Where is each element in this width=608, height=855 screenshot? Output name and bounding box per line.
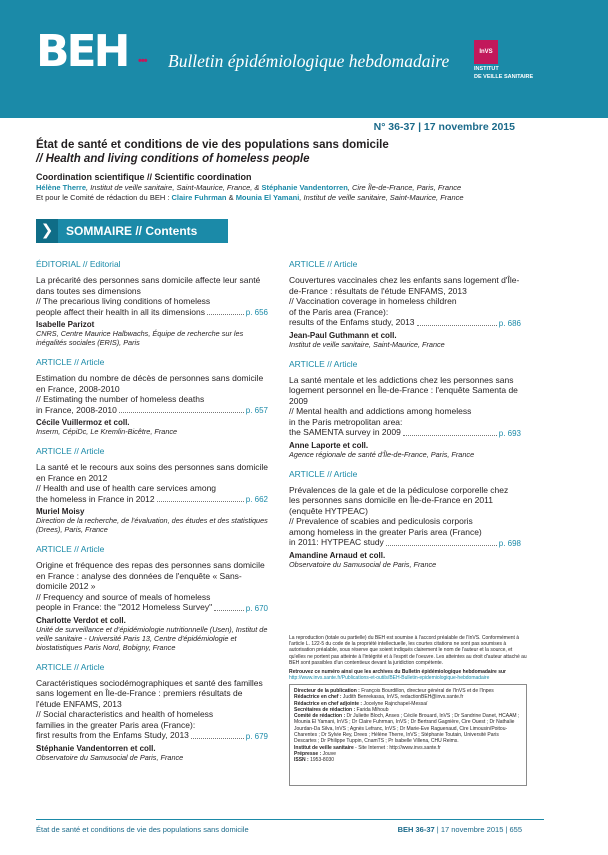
coordination-line-1	[36, 183, 461, 192]
article-title-fr: La précarité des personnes sans domicile affecte leur santé dans toutes ses dimensions	[36, 275, 261, 296]
page-link[interactable]: p. 657	[245, 406, 268, 415]
article-author: Cécile Vuillermoz et coll.	[36, 418, 130, 427]
leader-dots	[207, 314, 244, 315]
footer-page-info	[398, 825, 522, 834]
credit-value: Jocelyne Rajnchapel-Messaï	[362, 700, 428, 707]
article-type: ARTICLE // Article	[36, 446, 105, 456]
article-title-en: // Health and use of health care services among	[36, 483, 217, 493]
article-affiliation: Unité de surveillance et d'épidémiologie nutritionnelle (Usen), Institut de veille sanitaire - Université Paris 13, Centre d'épidémiologie et biostatistiques Paris Nord, Bobigny, France	[36, 624, 268, 652]
toc-entry	[36, 357, 268, 436]
issue-title-en: // Health and living conditions of homeless people	[36, 153, 310, 165]
issue-number: N° 36-37 | 17 novembre 2015	[373, 121, 515, 133]
article-title-en: // Prevalence of scabies and pediculosis corporis	[289, 516, 473, 526]
article-title-en: // Mental health and addictions among homeless	[289, 406, 472, 416]
credit-label: ISSN :	[294, 757, 309, 764]
logo-dots: •••	[138, 55, 147, 67]
article-title-fr: La santé et le recours aux soins des personnes sans domicile en France en 2012	[36, 462, 268, 483]
coordination-segment: , Cire Île-de-France, Paris, France	[347, 183, 462, 192]
credit-value: 1953-8030	[308, 757, 335, 764]
credit-line	[294, 713, 522, 744]
archive-label: Retrouvez ce numéro ainsi que les archives du Bulletin épidémiologique hebdomadaire sur	[289, 669, 506, 676]
legal-notice	[289, 635, 527, 681]
coordination-segment: Hélène Therre	[36, 183, 87, 192]
article-title-en: // Social characteristics and health of homeless	[36, 709, 214, 719]
invs-name-1: INSTITUT	[474, 66, 499, 72]
invs-logo	[474, 40, 533, 80]
credit-label: Rédactrice en chef adjointe :	[294, 700, 363, 707]
leader-dots	[191, 738, 244, 739]
leader-dots	[157, 501, 244, 502]
coordination-line-2	[36, 193, 464, 202]
page-link[interactable]: p. 693	[498, 428, 521, 438]
article-title-en-last-line	[36, 730, 268, 741]
article-title-en-last-line	[36, 602, 268, 613]
coordination-heading: Coordination scientifique // Scientific coordination	[36, 172, 252, 182]
article-author: Charlotte Verdot et coll.	[36, 615, 126, 625]
leader-dots	[417, 325, 497, 326]
article-type: ÉDITORIAL // Editorial	[36, 259, 121, 269]
article-title-en: // Estimating the number of homeless deaths	[36, 394, 205, 404]
toc-entry	[36, 446, 268, 534]
sommaire-label: SOMMAIRE // Contents	[66, 224, 198, 238]
toc-column-right	[289, 259, 521, 579]
article-affiliation: CNRS, Centre Maurice Halbwachs, Équipe de recherche sur les inégalités sociales (ERIS), Paris	[36, 329, 244, 347]
legal-text: La reproduction (totale ou partielle) du BEH est soumise à l'accord préalable de l'InVS. Conformément à l'article L. 122-5 du code de la propriété intellectuelle, les courtes citations ne sont pas soumises à autorisation préalable, sous réserve que soient indiqués clairement le nom de l'auteur et la source, et qu'elles ne portent pas atteinte à l'intégrité et à l'esprit de l'oeuvre. Les atteintes au droit d'auteur attaché au BEH sont passibles d'un contentieux devant la juridiction compétente.	[289, 635, 527, 666]
toc-column-left	[36, 259, 268, 772]
coordination-segment: Mounia El Yamani	[235, 193, 300, 202]
article-title-en-last-line	[36, 307, 268, 318]
article-title-fr: Estimation du nombre de décès de personnes sans domicile en France, 2008-2010	[36, 373, 264, 394]
page-link[interactable]: p. 670	[245, 603, 268, 613]
article-title-en-last-line	[289, 317, 521, 328]
article-author: Anne Laporte et coll.	[289, 440, 369, 450]
article-author: Isabelle Parizot	[36, 320, 95, 329]
article-type: ARTICLE // Article	[289, 358, 358, 369]
credit-label: Comité de rédaction :	[294, 713, 346, 720]
article-author: Jean-Paul Guthmann et coll.	[289, 330, 397, 340]
footer-title: État de santé et conditions de vie des populations sans domicile	[36, 825, 249, 834]
bulletin-title: Bulletin épidémiologique hebdomadaire	[168, 51, 450, 71]
article-affiliation: Observatoire du Samusocial de Paris, France	[289, 559, 437, 569]
article-type: ARTICLE // Article	[36, 357, 105, 367]
article-title-en: // Vaccination coverage in homeless children	[289, 296, 457, 306]
credit-label: Secrétaires de rédaction :	[294, 706, 356, 713]
article-type: ARTICLE // Article	[289, 259, 358, 269]
page-link[interactable]: p. 686	[498, 318, 521, 328]
toc-entry	[289, 259, 521, 349]
credit-label: Rédactrice en chef :	[294, 694, 342, 701]
archive-link[interactable]: http://www.invs.sante.fr/Publications-et-outils/BEH-Bulletin-epidemiologique-hebdomadaire	[289, 675, 490, 682]
article-author: Stéphanie Vandentorren et coll.	[36, 743, 156, 753]
coordination-segment: , Institut de veille sanitaire, Saint-Maurice, France, &	[86, 183, 262, 192]
footer-date-page: | 17 novembre 2015 | 655	[434, 825, 522, 834]
article-title-en: results of the Enfams study, 2013	[289, 317, 415, 327]
toc-entry	[289, 359, 521, 459]
article-affiliation: Inserm, CépiDc, Le Kremlin-Bicêtre, France	[36, 427, 178, 436]
article-title-en: in the Paris metropolitan area:	[289, 416, 403, 427]
article-title-fr: Caractéristiques sociodémographiques et santé des familles sans logement en Île-de-France : premiers résultats de l'étude ENFAMS, 2013	[36, 677, 263, 709]
coordination-segment: Et pour le Comité de rédaction du BEH :	[36, 193, 172, 202]
credit-value: Judith Benrekassa, InVS, redactionBEH@invs.sante.fr	[341, 694, 464, 701]
page-link[interactable]: p. 656	[245, 308, 268, 317]
article-title-fr: Origine et fréquence des repas des personnes sans domicile en France : analyse des données de l'enquête « Sans-domicile 2012 »	[36, 560, 265, 591]
article-title-en: first results from the Enfams Study, 2013	[36, 730, 189, 740]
article-affiliation: Observatoire du Samusocial de Paris, France	[36, 752, 184, 762]
article-title-fr: Couvertures vaccinales chez les enfants sans logement d'Île-de-France : résultats de l'étude ENFAMS, 2013	[289, 275, 520, 296]
article-title-en: in 2011: HYTPEAC study	[289, 537, 384, 547]
article-affiliation: Institut de veille sanitaire, Saint-Maurice, France	[289, 339, 445, 349]
article-title-en: the SAMENTA survey in 2009	[289, 427, 401, 437]
article-title-en: in France, 2008-2010	[36, 404, 117, 415]
credit-value: Jouve	[321, 750, 336, 757]
article-title-en: of the Paris area (France):	[289, 306, 389, 317]
invs-name-2: DE VEILLE SANITAIRE	[474, 74, 534, 81]
article-title-en-last-line	[289, 537, 521, 548]
coordination-segment: Claire Fuhrman	[171, 193, 227, 202]
invs-badge: InVS	[474, 40, 498, 64]
editorial-credits	[289, 684, 527, 786]
toc-entry	[289, 469, 521, 569]
issue-title-fr: État de santé et conditions de vie des populations sans domicile	[36, 139, 389, 151]
article-title-en-last-line	[289, 427, 521, 438]
credit-line	[294, 757, 522, 763]
page-link[interactable]: p. 662	[245, 495, 268, 504]
sommaire-banner	[36, 219, 228, 243]
article-title-fr: La santé mentale et les addictions chez les personnes sans logement personnel en Île-de-France : l'enquête Samenta de 2009	[289, 374, 518, 406]
page-link[interactable]: p. 679	[245, 731, 268, 741]
article-affiliation: Direction de la recherche, de l'évaluation, des études et des statistiques (Drees), Paris, France	[36, 516, 268, 534]
article-title-en: // The precarious living conditions of homeless	[36, 296, 211, 306]
article-title-en-last-line	[36, 494, 268, 505]
leader-dots	[403, 435, 497, 436]
article-author: Muriel Moisy	[36, 507, 85, 516]
article-affiliation: Agence régionale de santé d'Île-de-France, Paris, France	[289, 449, 475, 459]
article-author: Amandine Arnaud et coll.	[289, 550, 386, 560]
article-title-en: people affect their health in all its dimensions	[36, 306, 205, 317]
article-type: ARTICLE // Article	[36, 544, 105, 554]
article-title-en: people in France: the "2012 Homeless Survey"	[36, 602, 213, 612]
toc-entry	[36, 662, 268, 762]
toc-entry	[36, 544, 268, 652]
article-title-en: families in the greater Paris area (France):	[36, 719, 196, 730]
chevron-right-icon: ❯	[36, 219, 58, 243]
toc-entry	[36, 259, 268, 347]
leader-dots	[119, 412, 244, 413]
credit-label: Institut de veille sanitaire	[294, 744, 354, 751]
footer-issue: BEH 36-37	[397, 825, 435, 834]
credit-label: Directeur de la publication :	[294, 688, 360, 694]
credit-label: Prépresse :	[294, 750, 322, 757]
footer-rule	[36, 819, 544, 820]
article-title-en: the homeless in France in 2012	[36, 493, 155, 504]
leader-dots	[386, 545, 497, 546]
leader-dots	[214, 610, 244, 611]
credit-value: Dr Juliette Bloch, Anses ; Cécile Brouard, InVS ; Dr Sandrine Danet, HCAAM ; Mounia El Yamani, InVS ; Dr Claire Fuhrman, InVS ; Dr Bertrand Gagnière, Cire Ouest ; Dr Nathalie Jourdan-Da Silva, InVS ; Agnès Lefranc, InVS ; Dr Marie-Eve Raguenaud, Cire Limousin/Poitou-Charentes ; Dr Sylvie Rey, Drees ; Hélène Therre, InVS ; Stéphanie Toutain, Université Paris Descartes ; Dr Philippe Tuppin, CnamTS ; Pr Isabelle Villena, CHU Reims.	[294, 713, 520, 745]
credit-value: - Site Internet : http://www.invs.sante.fr	[353, 744, 441, 751]
credit-value: François Bourdillon, directeur général de l'InVS et de l'Inpes	[359, 688, 494, 694]
article-title-en: among homeless in the greater Paris area (France)	[289, 526, 482, 537]
article-type: ARTICLE // Article	[36, 661, 105, 672]
masthead	[0, 0, 608, 118]
page-link[interactable]: p. 698	[498, 538, 521, 548]
coordination-segment: &	[226, 193, 236, 202]
beh-logo: BEH	[36, 26, 128, 77]
article-title-fr: Prévalences de la gale et de la pédiculose corporelle chez les personnes sans domicile en Île-de-France en 2011 (enquête HYTPEAC)	[289, 484, 509, 516]
article-type: ARTICLE // Article	[289, 468, 358, 479]
article-title-en: // Frequency and source of meals of homeless	[36, 591, 211, 602]
coordination-segment: Stéphanie Vandentorren	[261, 183, 348, 192]
coordination-segment: , Institut de veille sanitaire, Saint-Maurice, France	[299, 193, 464, 202]
article-title-en-last-line	[36, 405, 268, 416]
credit-value: Farida Mihoub	[355, 706, 389, 713]
